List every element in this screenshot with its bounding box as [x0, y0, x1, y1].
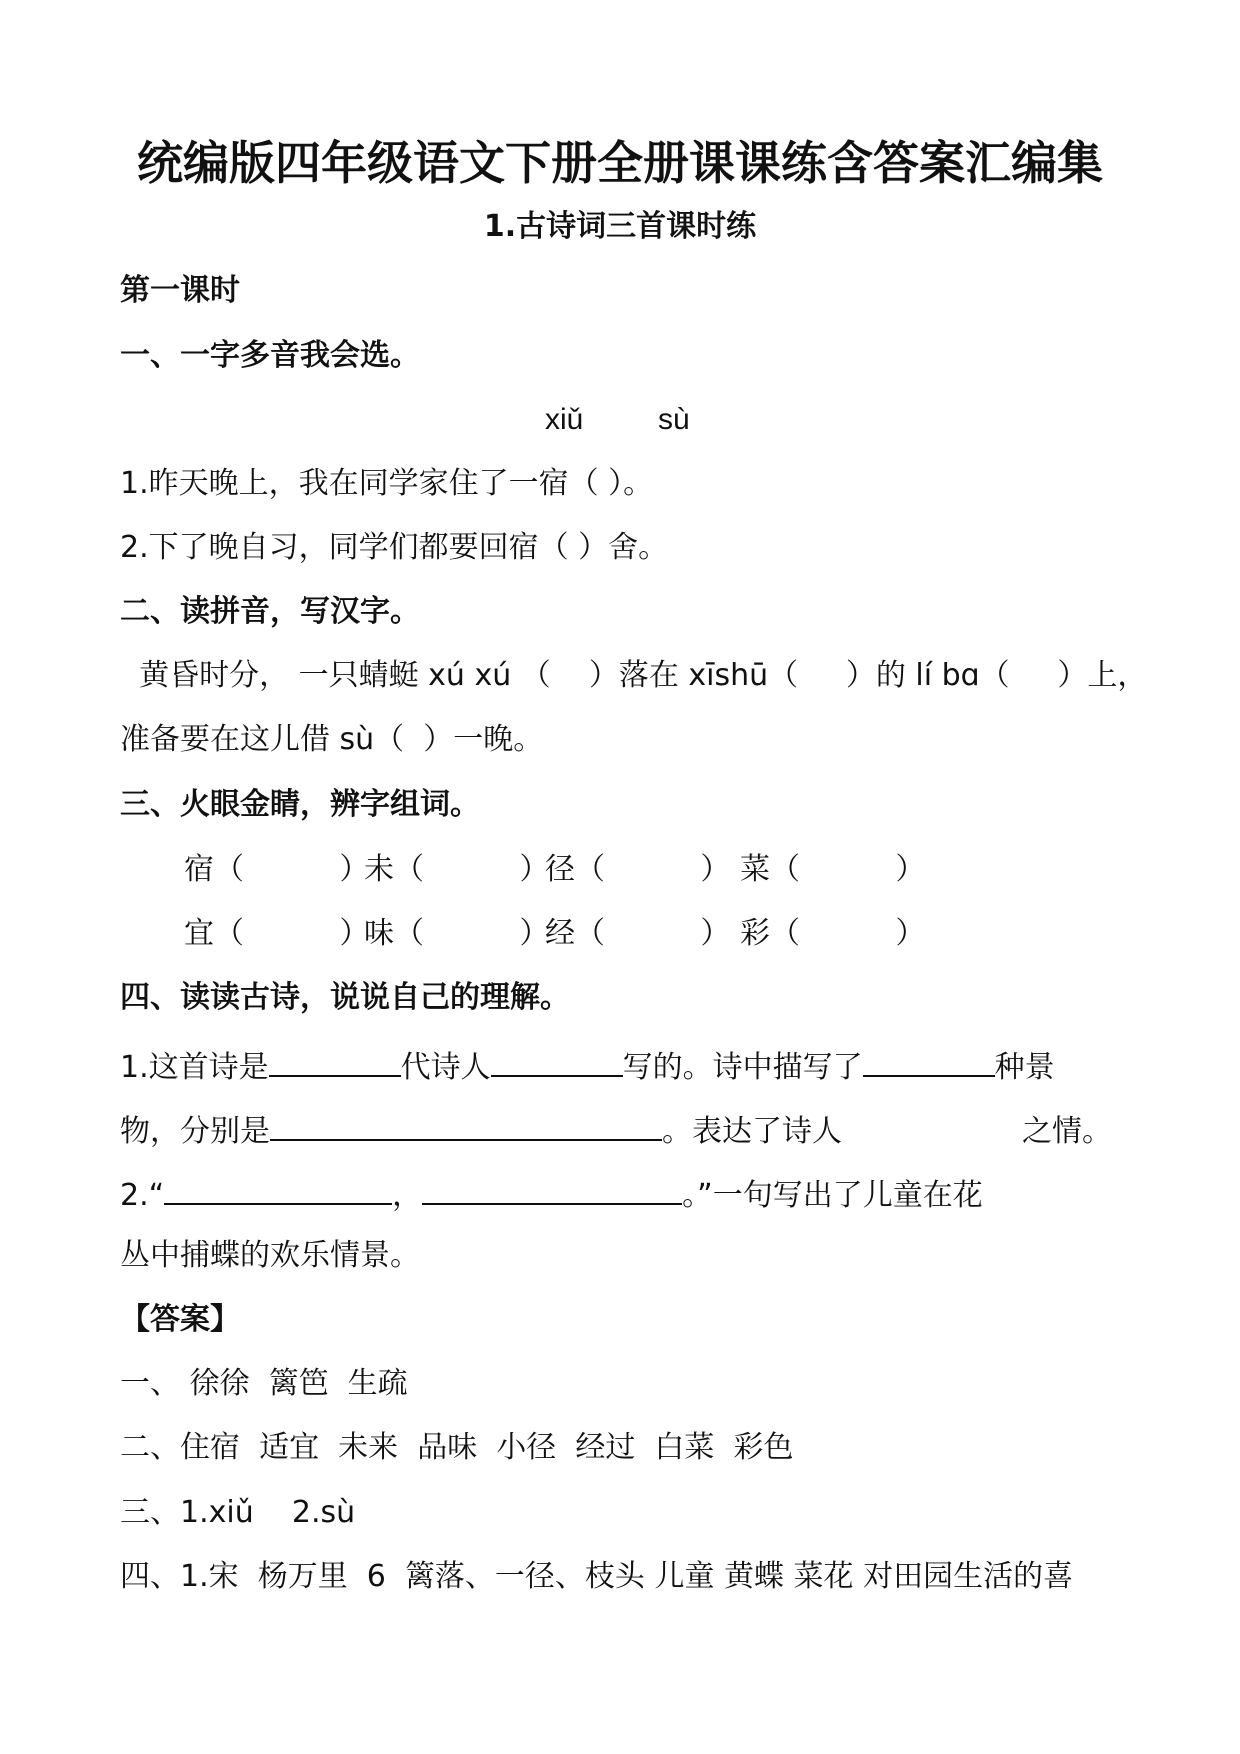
word-blank: 味（ ） — [364, 916, 550, 951]
fill-blank — [270, 1107, 662, 1141]
word-blank: 宿（ ） — [184, 852, 370, 887]
text-fragment: 1.这首诗是 — [120, 1050, 269, 1085]
section-4-question-2-line-2: 丛中捕蝶的欢乐情景。 — [120, 1238, 420, 1273]
answer-line-4: 四、1.宋 杨万里 6 篱落、一径、枝头 儿童 黄蝶 菜花 对田园生活的喜 — [120, 1559, 1074, 1594]
text-fragment: 代诗人 — [400, 1050, 491, 1085]
answers-heading: 【答案】 — [120, 1302, 240, 1337]
text-fragment: 2.“ — [120, 1178, 165, 1213]
section-4-heading: 四、读读古诗，说说自己的理解。 — [120, 980, 570, 1015]
text-fragment: ， — [392, 1178, 423, 1213]
text-fragment: 。”一句写出了儿童在花 — [682, 1178, 983, 1213]
word-blank: 径（ ） — [545, 852, 731, 887]
fill-blank — [863, 1043, 995, 1077]
fill-blank — [164, 1171, 392, 1205]
section-1-question-2: 2.下了晚自习，同学们都要回宿（ ）舍。 — [120, 530, 669, 565]
fill-blank — [491, 1043, 623, 1077]
pinyin-option-2: sù — [658, 403, 690, 436]
answer-line-2: 二、住宿 适宜 未来 品味 小径 经过 白菜 彩色 — [120, 1430, 794, 1465]
fill-blank — [422, 1171, 682, 1205]
word-blank: 宜（ ） — [184, 916, 370, 951]
text-fragment: 之情。 — [1022, 1114, 1112, 1149]
word-blank: 彩（ ） — [740, 916, 926, 951]
fill-blank — [269, 1043, 401, 1077]
word-blank: 经（ ） — [545, 916, 731, 951]
document-subtitle: 1.古诗词三首课时练 — [483, 209, 757, 244]
section-1-heading: 一、一字多音我会选。 — [120, 338, 420, 373]
text-fragment: 种景 — [994, 1050, 1055, 1085]
word-blank: 菜（ ） — [740, 852, 926, 887]
answer-line-3: 三、1.xiǔ 2.sù — [120, 1495, 356, 1530]
section-3-heading: 三、火眼金睛，辨字组词。 — [120, 787, 480, 822]
section-4-question-2-line-1 — [120, 1171, 983, 1216]
section-1-question-1: 1.昨天晚上，我在同学家住了一宿（ ）。 — [120, 466, 654, 501]
section-2-line-2: 准备要在这儿借 sù（ ）一晚。 — [120, 722, 544, 757]
document-title: 统编版四年级语文下册全册课课练含答案汇编集 — [137, 136, 1103, 190]
lesson-label: 第一课时 — [120, 273, 240, 308]
section-2-heading: 二、读拼音，写汉字。 — [120, 594, 420, 629]
text-fragment: 物，分别是 — [120, 1114, 270, 1149]
pinyin-option-1: xiǔ — [545, 403, 584, 436]
section-4-question-1-line-2 — [120, 1107, 1112, 1152]
word-blank: 未（ ） — [364, 852, 550, 887]
text-fragment: 。表达了诗人 — [662, 1114, 842, 1149]
section-2-line-1: 黄昏时分， 一只蜻蜓 xú xú （ ）落在 xīshū（ ）的 lí bɑ（ ）上， — [120, 658, 1148, 693]
text-fragment: 写的。诗中描写了 — [622, 1050, 863, 1085]
section-4-question-1-line-1 — [120, 1043, 1055, 1088]
answer-line-1: 一、 徐徐 篱笆 生疏 — [120, 1366, 408, 1401]
